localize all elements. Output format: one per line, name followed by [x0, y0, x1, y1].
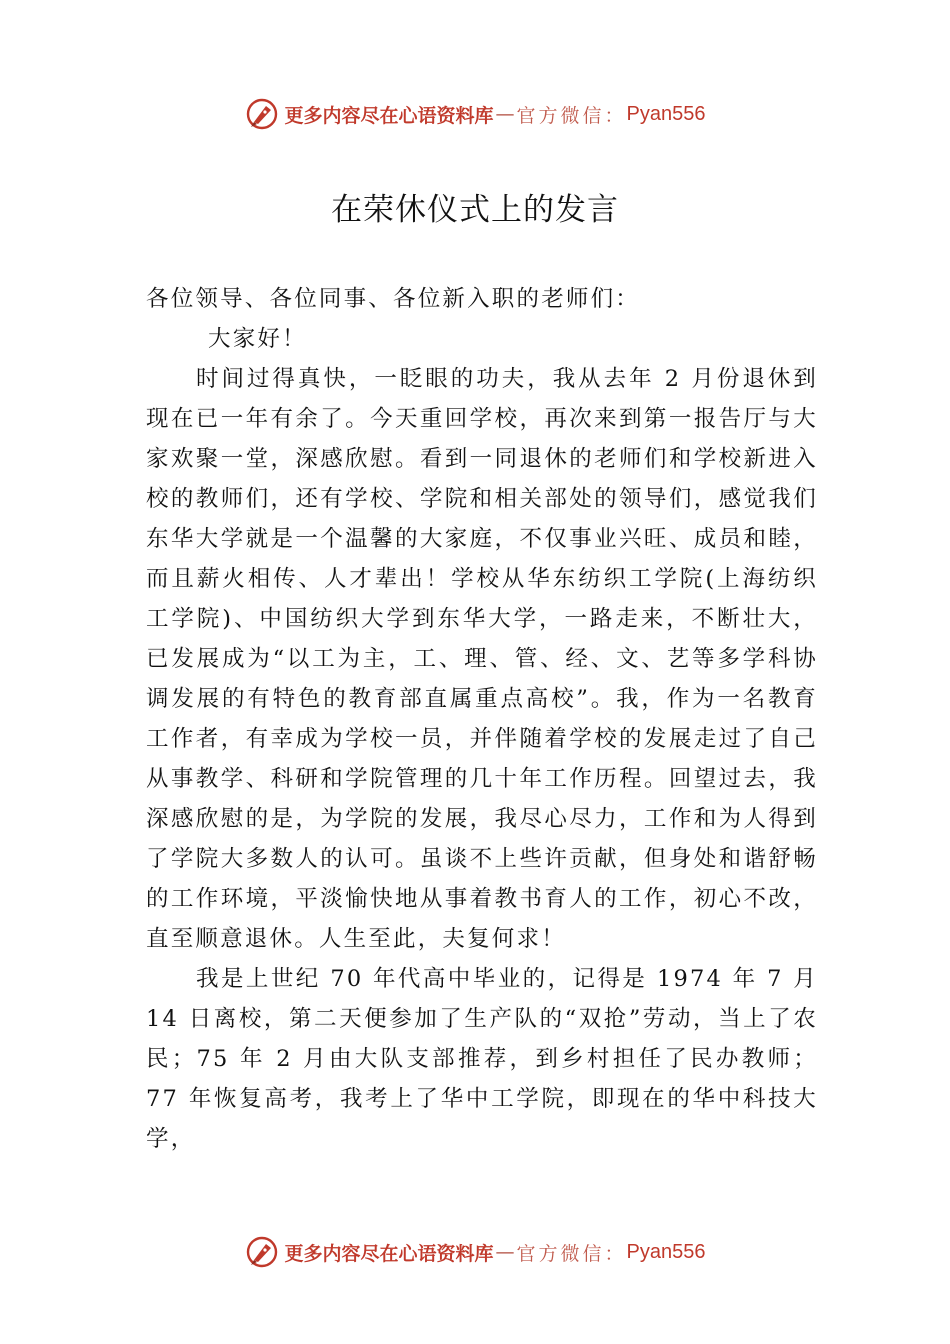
document-body — [146, 279, 818, 1159]
pen-nib-circle-icon — [245, 97, 279, 131]
watermark-separator: — — [495, 103, 515, 125]
pen-nib-circle-icon — [245, 1235, 279, 1269]
watermark-account: Pyan556 — [626, 1240, 706, 1263]
footer-watermark — [0, 1232, 950, 1272]
watermark-account: Pyan556 — [626, 102, 706, 125]
watermark-brand: 更多内容尽在心语资料库 — [284, 1242, 494, 1265]
watermark-separator: — — [495, 1241, 515, 1263]
document-title: 在荣休仪式上的发言 — [331, 192, 619, 228]
watermark-label: 官方微信： — [516, 104, 627, 127]
watermark-brand: 更多内容尽在心语资料库 — [284, 104, 494, 127]
paragraph: 时间过得真快，一眨眼的功夫，我从去年 2 月份退休到现在已一年有余了。今天重回学校，再次来到第一报告厅与大家欢聚一堂，深感欣慰。看到一同退休的老师们和学校新进入校的教师们，还有学校、学院和相关部处的领导们，感觉我们东华大学就是一个温馨的大家庭，不仅事业兴旺、成员和睦，而且薪火相传、人才辈出！学校从华东纺织工学院(上海纺织工学院)、中国纺织大学到东华大学，一路走来，不断壮大，已发展成为“以工为主，工、理、管、经、文、艺等多学科协调发展的有特色的教育部直属重点高校”。我，作为一名教育工作者，有幸成为学校一员，并伴随着学校的发展走过了自己从事教学、科研和学院管理的几十年工作历程。回望过去，我深感欣慰的是，为学院的发展，我尽心尽力，工作和为人得到了学院大多数人的认可。虽谈不上些许贡献，但身处和谐舒畅的工作环境，平淡愉快地从事着教书育人的工作，初心不改，直至顺意退休。人生至此，夫复何求！ — [146, 366, 818, 952]
paragraph: 我是上世纪 70 年代高中毕业的，记得是 1974 年 7 月 14 日离校，第二天便参加了生产队的“双抢”劳动，当上了农民；75 年 2 月由大队支部推荐，到乡村担任了民办教师；77 年恢复高考，我考上了华中工学院，即现在的华中科技大学， — [146, 966, 818, 1152]
watermark-label: 官方微信： — [516, 1242, 627, 1265]
greeting: 大家好！ — [208, 326, 307, 352]
header-watermark — [0, 94, 950, 134]
salutation: 各位领导、各位同事、各位新入职的老师们： — [146, 286, 641, 312]
